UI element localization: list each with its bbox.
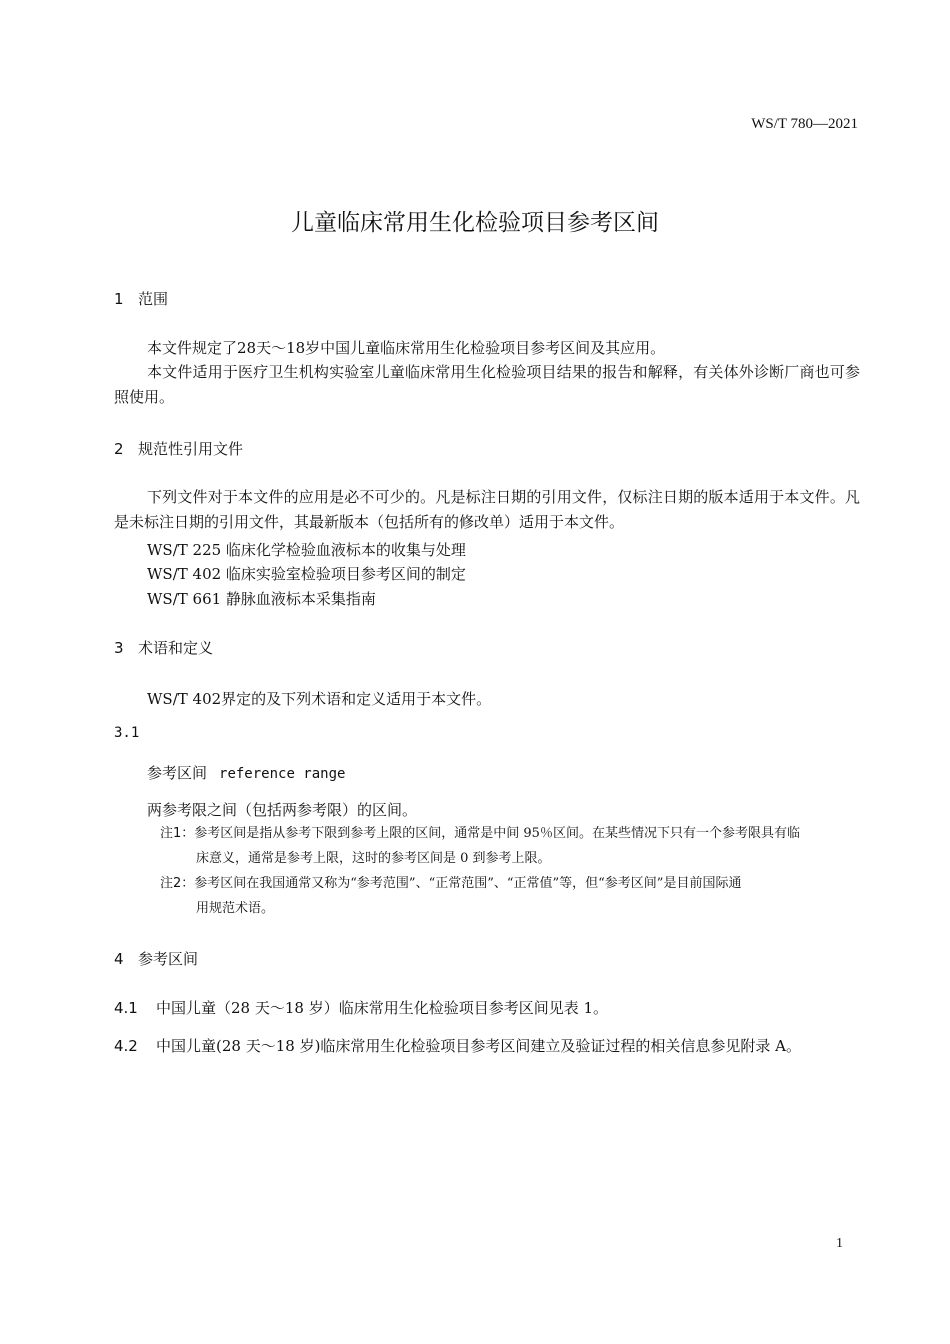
term-chinese: 参考区间 — [147, 764, 208, 782]
section-number: 4 — [114, 950, 124, 968]
clause-number: 4.2 — [114, 1037, 138, 1055]
section-3-heading — [114, 637, 213, 658]
section-title: 术语和定义 — [138, 639, 214, 657]
section-1-heading — [114, 288, 168, 309]
clause-number: 4.1 — [114, 999, 138, 1017]
note-text-line-1: 参考区间在我国通常又称为“参考范围”、“正常范围”、“正常值”等，但“参考区间”是目前国际通 — [194, 876, 742, 891]
clause-text: 中国儿童（28 天～18 岁）临床常用生化检验项目参考区间见表 1。 — [156, 999, 609, 1017]
note-text-line-1: 参考区间是指从参考下限到参考上限的区间，通常是中间 95％区间。在某些情况下只有一个参考限具有临 — [194, 826, 800, 841]
section-title: 范围 — [138, 290, 169, 308]
term-entry — [147, 762, 345, 783]
page-number: 1 — [836, 1236, 843, 1251]
section-title: 规范性引用文件 — [138, 440, 244, 458]
section-1-paragraph-1: 本文件规定了28天～18岁中国儿童临床常用生化检验项目参考区间及其应用。 — [147, 339, 666, 357]
term-definition: 两参考限之间（包括两参考限）的区间。 — [147, 801, 418, 819]
reference-item: WS/T 225 临床化学检验血液标本的收集与处理 — [147, 541, 466, 559]
subsection-3-1-number: 3.1 — [114, 725, 140, 741]
note-label: 注2： — [160, 876, 195, 891]
note-label: 注1： — [160, 826, 195, 841]
section-number: 1 — [114, 290, 124, 308]
note-text-line-2: 用规范术语。 — [196, 901, 275, 916]
note-1 — [160, 821, 860, 871]
section-title: 参考区间 — [138, 950, 199, 968]
standard-code: WS/T 780—2021 — [751, 116, 858, 132]
section-2-intro: 下列文件对于本文件的应用是必不可少的。凡是标注日期的引用文件，仅标注日期的版本适用于本文件。凡是未标注日期的引用文件，其最新版本（包括所有的修改单）适用于本文件。 — [114, 488, 860, 531]
note-2 — [160, 871, 860, 921]
section-3-intro: WS/T 402界定的及下列术语和定义适用于本文件。 — [147, 690, 492, 708]
section-number: 3 — [114, 639, 124, 657]
reference-item: WS/T 402 临床实验室检验项目参考区间的制定 — [147, 565, 466, 583]
clause-4-2 — [114, 1035, 801, 1056]
clause-text: 中国儿童(28 天～18 岁)临床常用生化检验项目参考区间建立及验证过程的相关信息参见附录 A。 — [156, 1037, 802, 1055]
section-1-paragraph-2: 本文件适用于医疗卫生机构实验室儿童临床常用生化检验项目结果的报告和解释，有关体外诊断厂商也可参照使用。 — [114, 363, 860, 406]
term-english: reference range — [219, 766, 346, 782]
section-2-heading — [114, 438, 243, 459]
section-number: 2 — [114, 440, 124, 458]
note-text-line-2: 床意义，通常是参考上限，这时的参考区间是 0 到参考上限。 — [196, 851, 551, 866]
reference-item: WS/T 661 静脉血液标本采集指南 — [147, 590, 376, 608]
clause-4-1 — [114, 997, 608, 1018]
document-title: 儿童临床常用生化检验项目参考区间 — [291, 210, 659, 236]
section-4-heading — [114, 948, 198, 969]
